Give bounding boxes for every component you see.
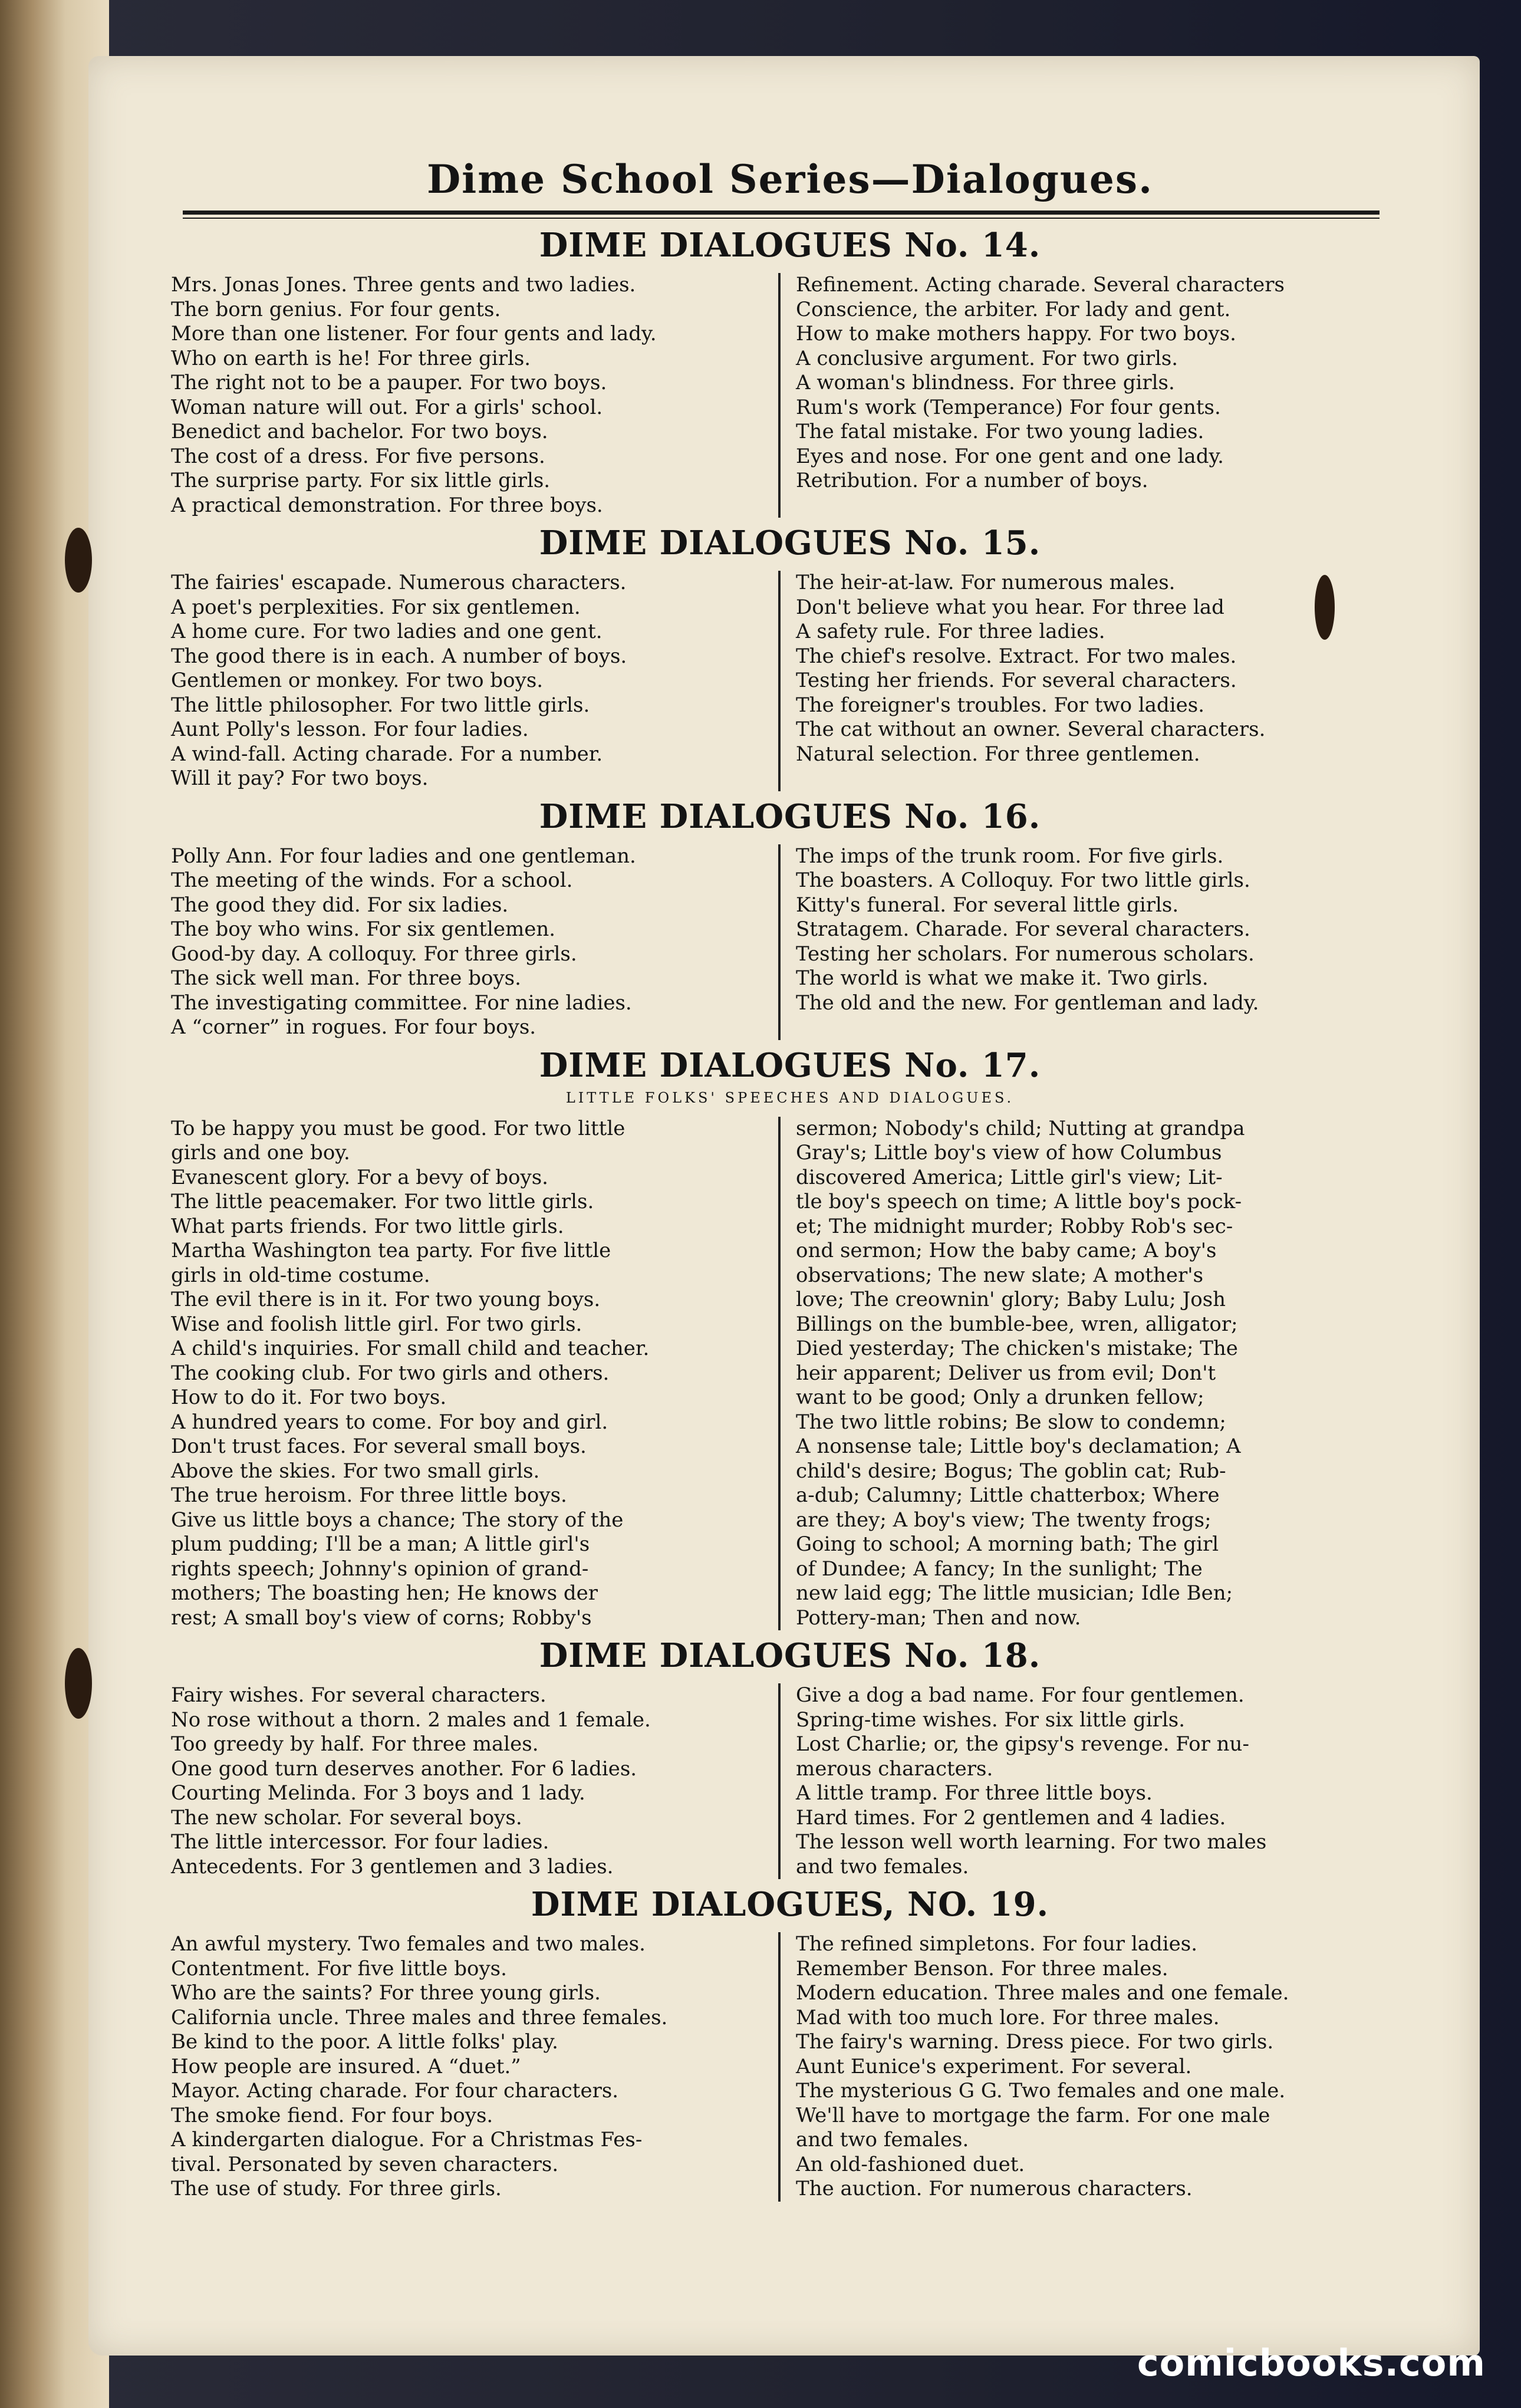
dialogue-entry: Don't believe what you hear. For three lad xyxy=(796,595,1224,619)
dialogue-entry: a-dub; Calumny; Little chatterbox; Where xyxy=(796,1483,1220,1507)
dialogue-entry: Testing her scholars. For numerous scholars. xyxy=(796,942,1255,966)
two-column-list xyxy=(171,273,1409,518)
section-title: DIME DIALOGUES No. 17. xyxy=(539,1045,1041,1085)
dialogue-entry: Aunt Eunice's experiment. For several. xyxy=(796,2054,1192,2078)
dialogue-entry: tle boy's speech on time; A little boy's pock- xyxy=(796,1190,1242,1213)
two-column-list xyxy=(171,1117,1409,1631)
dialogue-entry: The sick well man. For three boys. xyxy=(171,966,521,990)
dialogue-entry: Gray's; Little boy's view of how Columbus xyxy=(796,1141,1222,1164)
dialogue-entry: tival. Personated by seven characters. xyxy=(171,2152,559,2176)
dialogue-entry: Stratagem. Charade. For several characters. xyxy=(796,917,1250,941)
section-subtitle: LITTLE FOLKS' SPEECHES AND DIALOGUES. xyxy=(565,1089,1015,1106)
dialogue-entry: Pottery-man; Then and now. xyxy=(796,1606,1081,1630)
dialogue-entry: More than one listener. For four gents and lady. xyxy=(171,322,657,346)
dialogue-entry: Courting Melinda. For 3 boys and 1 lady. xyxy=(171,1781,585,1805)
dialogue-entry: Remember Benson. For three males. xyxy=(796,1956,1168,1981)
dialogue-entry: The smoke fiend. For four boys. xyxy=(171,2103,493,2127)
dialogue-entry: new laid egg; The little musician; Idle Ben; xyxy=(796,1581,1233,1605)
dialogue-entry: One good turn deserves another. For 6 ladies. xyxy=(171,1756,637,1781)
two-column-list xyxy=(171,1932,1409,2202)
dialogue-entry: A safety rule. For three ladies. xyxy=(796,620,1105,643)
dialogue-entry: ond sermon; How the baby came; A boy's xyxy=(796,1239,1217,1262)
dialogue-entry: The little peacemaker. For two little girls. xyxy=(171,1190,594,1213)
dialogue-entry: Billings on the bumble-bee, wren, alligator; xyxy=(796,1312,1238,1336)
dialogue-entry: The world is what we make it. Two girls. xyxy=(796,966,1209,990)
dialogue-entry: Fairy wishes. For several characters. xyxy=(171,1683,546,1707)
right-column xyxy=(778,1683,1385,1879)
dialogue-entry: The born genius. For four gents. xyxy=(171,297,501,321)
dialogue-entry: Natural selection. For three gentlemen. xyxy=(796,742,1200,766)
dialogue-entry: et; The midnight murder; Robby Rob's sec- xyxy=(796,1214,1233,1238)
dialogue-entry: plum pudding; I'll be a man; A little girl's xyxy=(171,1532,590,1556)
book-page xyxy=(88,56,1480,2356)
dialogue-entry: Died yesterday; The chicken's mistake; The xyxy=(796,1337,1238,1360)
dialogue-entry: We'll have to mortgage the farm. For one male xyxy=(796,2103,1270,2127)
dialogue-entry: The little intercessor. For four ladies. xyxy=(171,1830,549,1854)
dialogue-entry: The boasters. A Colloquy. For two little girls. xyxy=(796,869,1250,892)
dialogue-entry: Mrs. Jonas Jones. Three gents and two ladies. xyxy=(171,273,636,297)
dialogue-entry: Eyes and nose. For one gent and one lady. xyxy=(796,444,1224,468)
dialogue-entry: No rose without a thorn. 2 males and 1 female. xyxy=(171,1708,651,1732)
dialogue-entry: The chief's resolve. Extract. For two males. xyxy=(796,644,1237,668)
dialogue-entry: Give a dog a bad name. For four gentlemen. xyxy=(796,1683,1245,1707)
dialogue-entry: observations; The new slate; A mother's xyxy=(796,1263,1204,1287)
dialogue-entry: An old-fashioned duet. xyxy=(796,2152,1025,2176)
dialogue-entry: Antecedents. For 3 gentlemen and 3 ladies. xyxy=(171,1854,614,1879)
dialogue-entry: mothers; The boasting hen; He knows der xyxy=(171,1581,598,1605)
left-column xyxy=(171,844,778,1040)
dialogue-entry: heir apparent; Deliver us from evil; Don't xyxy=(796,1361,1216,1385)
dialogue-entry: To be happy you must be good. For two little xyxy=(171,1116,625,1140)
dialogue-entry: Going to school; A morning bath; The girl xyxy=(796,1532,1219,1556)
two-column-list xyxy=(171,844,1409,1040)
dialogue-entry: Kitty's funeral. For several little girls. xyxy=(796,893,1179,917)
dialogue-entry: A woman's blindness. For three girls. xyxy=(796,371,1175,394)
dialogue-entry: The heir-at-law. For numerous males. xyxy=(796,571,1176,594)
dialogue-section xyxy=(171,226,1409,518)
dialogue-entry: Aunt Polly's lesson. For four ladies. xyxy=(171,718,529,741)
dialogue-entry: and two females. xyxy=(796,1854,969,1879)
dialogue-entry: The imps of the trunk room. For five girls. xyxy=(796,844,1224,868)
two-column-list xyxy=(171,1683,1409,1879)
dialogue-entry: The refined simpletons. For four ladies. xyxy=(796,1932,1197,1956)
dialogue-entry: girls and one boy. xyxy=(171,1141,350,1164)
left-column xyxy=(171,571,778,791)
dialogue-entry: Good-by day. A colloquy. For three girls. xyxy=(171,942,577,966)
dialogue-entry: child's desire; Bogus; The goblin cat; Rub- xyxy=(796,1459,1226,1483)
dialogue-entry: Rum's work (Temperance) For four gents. xyxy=(796,395,1221,419)
dialogue-entry: The little philosopher. For two little girls. xyxy=(171,693,590,717)
dialogue-entry: Gentlemen or monkey. For two boys. xyxy=(171,669,544,692)
dialogue-entry: How to do it. For two boys. xyxy=(171,1386,447,1409)
dialogue-entry: Be kind to the poor. A little folks' play. xyxy=(171,2030,558,2054)
dialogue-entry: How to make mothers happy. For two boys. xyxy=(796,322,1236,346)
dialogue-entry: A “corner” in rogues. For four boys. xyxy=(171,1015,536,1039)
dialogue-entry: The surprise party. For six little girls. xyxy=(171,469,551,492)
left-column xyxy=(171,273,778,518)
dialogue-sections xyxy=(171,226,1409,2202)
dialogue-entry: Mad with too much lore. For three males. xyxy=(796,2005,1220,2029)
dialogue-entry: An awful mystery. Two females and two males. xyxy=(171,1932,646,1956)
left-column xyxy=(171,1932,778,2202)
dialogue-entry: of Dundee; A fancy; In the sunlight; The xyxy=(796,1557,1203,1581)
right-column xyxy=(778,1932,1385,2202)
dialogue-entry: Retribution. For a number of boys. xyxy=(796,469,1148,492)
dialogue-entry: The cost of a dress. For five persons. xyxy=(171,444,545,468)
dialogue-entry: Don't trust faces. For several small boys. xyxy=(171,1435,587,1458)
dialogue-entry: The auction. For numerous characters. xyxy=(796,2177,1193,2200)
dialogue-entry: The new scholar. For several boys. xyxy=(171,1805,522,1830)
dialogue-entry: are they; A boy's view; The twenty frogs; xyxy=(796,1508,1211,1532)
dialogue-entry: The lesson well worth learning. For two males xyxy=(796,1830,1267,1854)
left-column xyxy=(171,1117,778,1631)
two-column-list xyxy=(171,571,1409,791)
dialogue-entry: A nonsense tale; Little boy's declamation; A xyxy=(796,1435,1241,1458)
dialogue-entry: The two little robins; Be slow to condemn; xyxy=(796,1410,1226,1434)
dialogue-entry: The true heroism. For three little boys. xyxy=(171,1483,567,1507)
dialogue-entry: A home cure. For two ladies and one gent. xyxy=(171,620,603,643)
dialogue-entry: California uncle. Three males and three females. xyxy=(171,2005,668,2029)
left-column xyxy=(171,1683,778,1879)
dialogue-entry: Testing her friends. For several characters. xyxy=(796,669,1237,692)
dialogue-entry: What parts friends. For two little girls. xyxy=(171,1214,564,1238)
dialogue-entry: Wise and foolish little girl. For two girls. xyxy=(171,1312,582,1336)
dialogue-entry: The cooking club. For two girls and others. xyxy=(171,1361,610,1385)
dialogue-entry: The fairies' escapade. Numerous characters. xyxy=(171,571,627,594)
dialogue-entry: sermon; Nobody's child; Nutting at grandpa xyxy=(796,1116,1245,1140)
ink-blot xyxy=(65,1648,92,1719)
dialogue-entry: rights speech; Johnny's opinion of grand- xyxy=(171,1557,589,1581)
dialogue-entry: and two females. xyxy=(796,2128,969,2152)
dialogue-entry: The good they did. For six ladies. xyxy=(171,893,509,917)
dialogue-entry: The right not to be a pauper. For two boys. xyxy=(171,371,607,394)
dialogue-entry: The cat without an owner. Several characters. xyxy=(796,718,1266,741)
page-content xyxy=(171,156,1409,2202)
dialogue-entry: Conscience, the arbiter. For lady and gent. xyxy=(796,297,1231,321)
dialogue-entry: The foreigner's troubles. For two ladies. xyxy=(796,693,1205,717)
ink-blot xyxy=(65,528,92,593)
dialogue-entry: A poet's perplexities. For six gentlemen. xyxy=(171,595,581,619)
dialogue-entry: want to be good; Only a drunken fellow; xyxy=(796,1386,1204,1409)
dialogue-entry: girls in old-time costume. xyxy=(171,1263,430,1287)
dialogue-entry: The evil there is in it. For two young boys. xyxy=(171,1288,601,1311)
section-title: DIME DIALOGUES, NO. 19. xyxy=(531,1885,1049,1924)
dialogue-entry: The fatal mistake. For two young ladies. xyxy=(796,420,1204,443)
dialogue-section xyxy=(171,524,1409,791)
dialogue-entry: A wind-fall. Acting charade. For a number. xyxy=(171,742,603,766)
dialogue-entry: Give us little boys a chance; The story of the xyxy=(171,1508,624,1532)
dialogue-entry: A hundred years to come. For boy and girl. xyxy=(171,1410,608,1434)
dialogue-entry: The investigating committee. For nine ladies. xyxy=(171,991,632,1015)
dialogue-entry: The mysterious G G. Two females and one male. xyxy=(796,2079,1286,2103)
dialogue-entry: A child's inquiries. For small child and teacher. xyxy=(171,1337,650,1360)
section-title: DIME DIALOGUES No. 16. xyxy=(539,797,1041,836)
dialogue-entry: Will it pay? For two boys. xyxy=(171,767,429,790)
dialogue-entry: A kindergarten dialogue. For a Christmas Fes- xyxy=(171,2128,643,2152)
dialogue-entry: The fairy's warning. Dress piece. For two girls. xyxy=(796,2030,1274,2054)
dialogue-entry: Lost Charlie; or, the gipsy's revenge. For nu- xyxy=(796,1732,1249,1756)
dialogue-entry: A conclusive argument. For two girls. xyxy=(796,346,1178,370)
right-column xyxy=(778,844,1385,1040)
dialogue-entry: Mayor. Acting charade. For four characters. xyxy=(171,2079,619,2103)
dialogue-entry: Evanescent glory. For a bevy of boys. xyxy=(171,1165,548,1189)
section-title: DIME DIALOGUES No. 18. xyxy=(539,1636,1041,1675)
dialogue-entry: rest; A small boy's view of corns; Robby's xyxy=(171,1606,592,1630)
dialogue-entry: The good there is in each. A number of boys. xyxy=(171,644,627,668)
header-rule xyxy=(183,210,1380,219)
right-column xyxy=(778,571,1385,791)
dialogue-entry: Martha Washington tea party. For five little xyxy=(171,1239,611,1262)
dialogue-entry: A little tramp. For three little boys. xyxy=(796,1781,1153,1805)
dialogue-section xyxy=(171,1885,1409,2202)
dialogue-entry: Contentment. For five little boys. xyxy=(171,1956,507,1981)
right-column xyxy=(778,1117,1385,1631)
dialogue-entry: How people are insured. A “duet.” xyxy=(171,2054,521,2078)
dialogue-entry: Hard times. For 2 gentlemen and 4 ladies. xyxy=(796,1805,1226,1830)
dialogue-entry: Polly Ann. For four ladies and one gentleman. xyxy=(171,844,636,868)
dialogue-entry: The use of study. For three girls. xyxy=(171,2177,502,2200)
dialogue-entry: discovered America; Little girl's view; Lit- xyxy=(796,1165,1223,1189)
dialogue-entry: The meeting of the winds. For a school. xyxy=(171,869,573,892)
watermark: comicbooks.com xyxy=(1137,2341,1486,2384)
section-title: DIME DIALOGUES No. 14. xyxy=(539,226,1041,265)
dialogue-entry: merous characters. xyxy=(796,1756,993,1781)
dialogue-entry: A practical demonstration. For three boys. xyxy=(171,493,603,517)
dialogue-section xyxy=(171,1636,1409,1879)
running-head: Dime School Series—Dialogues. xyxy=(426,156,1154,202)
dialogue-entry: Benedict and bachelor. For two boys. xyxy=(171,420,548,443)
dialogue-entry: Too greedy by half. For three males. xyxy=(171,1732,539,1756)
dialogue-entry: Refinement. Acting charade. Several characters xyxy=(796,273,1285,297)
dialogue-entry: Woman nature will out. For a girls' school. xyxy=(171,395,603,419)
dialogue-section xyxy=(171,1046,1409,1631)
section-title: DIME DIALOGUES No. 15. xyxy=(539,524,1041,562)
dialogue-entry: Who on earth is he! For three girls. xyxy=(171,346,531,370)
dialogue-entry: love; The creownin' glory; Baby Lulu; Josh xyxy=(796,1288,1226,1311)
dialogue-entry: Who are the saints? For three young girls. xyxy=(171,1981,601,2005)
dialogue-entry: Modern education. Three males and one female. xyxy=(796,1981,1289,2005)
dialogue-entry: The old and the new. For gentleman and lady. xyxy=(796,991,1259,1015)
dialogue-entry: The boy who wins. For six gentlemen. xyxy=(171,917,556,941)
right-column xyxy=(778,273,1385,518)
dialogue-entry: Spring-time wishes. For six little girls. xyxy=(796,1708,1186,1732)
dialogue-entry: Above the skies. For two small girls. xyxy=(171,1459,540,1483)
dialogue-section xyxy=(171,797,1409,1040)
